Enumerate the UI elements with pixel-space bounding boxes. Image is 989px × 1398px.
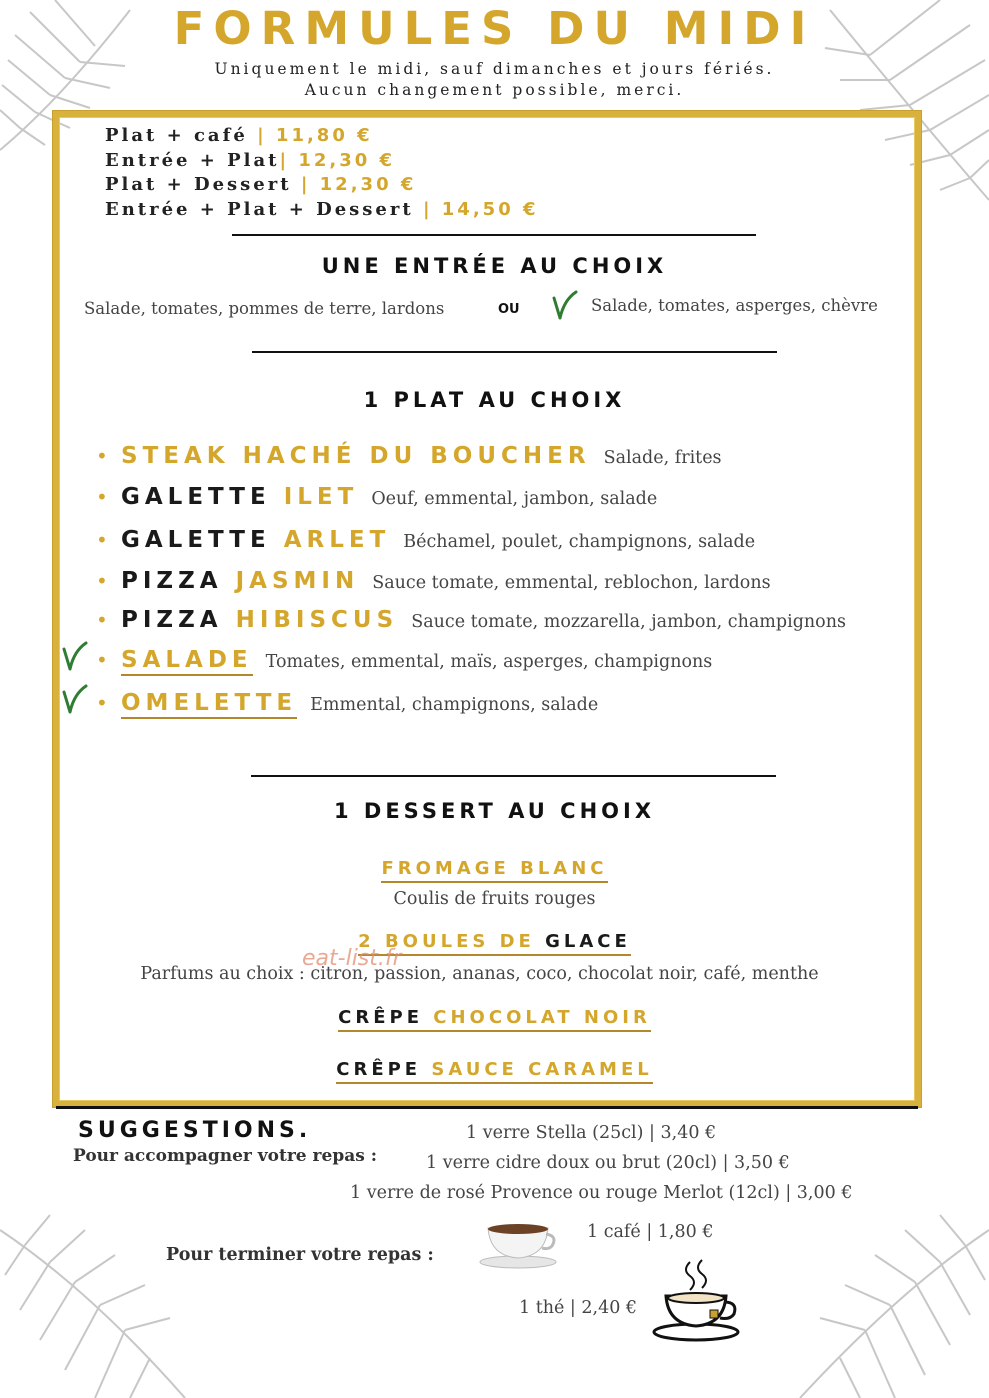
plat-name-gold: ILET bbox=[283, 484, 359, 510]
dessert-name-gold: FROMAGE BLANC bbox=[381, 858, 607, 883]
plat-name bbox=[121, 607, 846, 633]
dessert-name-gold: CHOCOLAT NOIR bbox=[433, 1007, 651, 1028]
plat-description: Tomates, emmental, maïs, asperges, champignons bbox=[265, 652, 713, 672]
plat-name-gold: SALADE bbox=[121, 647, 253, 676]
vegetarian-leaf-icon bbox=[60, 684, 88, 718]
tea-price: 1 thé | 2,40 € bbox=[519, 1298, 638, 1318]
entree-option-1: Salade, tomates, pommes de terre, lardons bbox=[84, 299, 445, 318]
plat-name bbox=[121, 568, 771, 594]
formule-line bbox=[105, 124, 539, 149]
plat-name-gold: STEAK HACHÉ DU BOUCHER bbox=[121, 443, 591, 469]
plat-name bbox=[121, 443, 722, 469]
plat-description: Sauce tomate, emmental, reblochon, lardons bbox=[372, 573, 771, 593]
vegetarian-leaf-icon bbox=[550, 290, 578, 324]
formule-line bbox=[105, 173, 539, 198]
dessert-glace bbox=[0, 931, 989, 952]
bullet: • bbox=[96, 528, 108, 552]
drink-line: 1 verre Stella (25cl) | 3,40 € bbox=[466, 1123, 717, 1143]
entree-options bbox=[84, 290, 914, 326]
palm-leaf-decoration-bottom-left bbox=[0, 1200, 190, 1398]
dessert-fromage-blanc bbox=[0, 858, 989, 879]
formule-price: | 11,80 € bbox=[257, 125, 373, 146]
plat-description: Béchamel, poulet, champignons, salade bbox=[403, 532, 756, 552]
plat-description: Salade, frites bbox=[603, 448, 722, 468]
plat-name-gold: JASMIN bbox=[235, 568, 360, 594]
plat-name bbox=[121, 484, 657, 510]
bullet: • bbox=[96, 648, 108, 672]
watermark: eat-list.fr bbox=[302, 946, 402, 971]
plat-description: Sauce tomate, mozzarella, jambon, champignons bbox=[411, 612, 846, 632]
entree-option-2: Salade, tomates, asperges, chèvre bbox=[591, 296, 878, 315]
dessert-fromage-desc: Coulis de fruits rouges bbox=[393, 889, 596, 909]
formules-list bbox=[105, 124, 539, 222]
plat-name-dark: PIZZA bbox=[121, 607, 223, 633]
dessert-name-dark: GLACE bbox=[545, 931, 631, 952]
bullet: • bbox=[96, 608, 108, 632]
formule-label: Plat + café bbox=[105, 125, 248, 146]
dessert-crepe-chocolat bbox=[0, 1007, 989, 1028]
coffee-price: 1 café | 1,80 € bbox=[587, 1222, 714, 1242]
formule-label: Plat + Dessert bbox=[105, 174, 292, 195]
formule-label: Entrée + Plat + Dessert bbox=[105, 198, 414, 220]
entree-separator: OU bbox=[498, 302, 520, 317]
formule-label: Entrée + Plat bbox=[105, 149, 280, 171]
accompany-label: Pour accompagner votre repas : bbox=[73, 1146, 377, 1166]
plat-name-gold: HIBISCUS bbox=[235, 607, 399, 633]
plat-name bbox=[121, 527, 755, 553]
dessert-name-dark: CRÊPE bbox=[336, 1059, 422, 1080]
bullet: • bbox=[96, 485, 108, 509]
plat-name bbox=[121, 690, 598, 716]
entree-section-title: UNE ENTRÉE AU CHOIX bbox=[321, 254, 668, 278]
dessert-section-title: 1 DESSERT AU CHOIX bbox=[333, 799, 656, 823]
subtitle-line-1: Uniquement le midi, sauf dimanches et jours fériés. bbox=[214, 60, 775, 78]
tea-cup-icon bbox=[652, 1258, 744, 1348]
drink-line: 1 verre cidre doux ou brut (20cl) | 3,50 € bbox=[426, 1153, 790, 1173]
divider bbox=[251, 775, 776, 777]
plat-name-gold: ARLET bbox=[283, 527, 391, 553]
drink-line: 1 verre de rosé Provence ou rouge Merlot (12cl) | 3,00 € bbox=[350, 1183, 853, 1203]
dessert-glace-desc: Parfums au choix : citron, passion, ananas, coco, chocolat noir, café, menthe bbox=[140, 964, 819, 984]
dessert-name-gold: SAUCE CARAMEL bbox=[431, 1059, 653, 1080]
plat-name-dark: GALETTE bbox=[121, 484, 271, 510]
formule-line bbox=[105, 149, 539, 174]
divider bbox=[252, 351, 777, 353]
dessert-name-gold: 2 BOULES DE bbox=[358, 931, 535, 952]
plat-name-dark: PIZZA bbox=[121, 568, 223, 594]
plat-section-title: 1 PLAT AU CHOIX bbox=[363, 388, 626, 412]
plat-name-gold: OMELETTE bbox=[121, 690, 297, 719]
palm-leaf-decoration-bottom-right bbox=[790, 1200, 989, 1398]
dessert-crepe-caramel bbox=[0, 1059, 989, 1080]
vegetarian-leaf-icon bbox=[60, 641, 88, 675]
formule-line bbox=[105, 198, 539, 223]
formule-price: | 14,50 € bbox=[413, 198, 539, 220]
formule-price: | 12,30 € bbox=[291, 174, 417, 195]
plat-name bbox=[121, 647, 712, 673]
divider bbox=[56, 1106, 918, 1109]
bullet: • bbox=[96, 569, 108, 593]
suggestions-title: SUGGESTIONS. bbox=[78, 1118, 312, 1143]
plat-name-dark: GALETTE bbox=[121, 527, 271, 553]
bullet: • bbox=[96, 444, 108, 468]
plat-description: Oeuf, emmental, jambon, salade bbox=[371, 489, 658, 509]
bullet: • bbox=[96, 691, 108, 715]
dessert-name-dark: CRÊPE bbox=[338, 1007, 423, 1028]
divider bbox=[232, 234, 756, 236]
page-title: FORMULES DU MIDI bbox=[173, 2, 816, 55]
finish-label: Pour terminer votre repas : bbox=[166, 1245, 434, 1265]
subtitle-line-2: Aucun changement possible, merci. bbox=[304, 81, 685, 99]
coffee-cup-icon bbox=[478, 1218, 560, 1274]
plat-description: Emmental, champignons, salade bbox=[310, 695, 599, 715]
formule-price: | 12,30 € bbox=[279, 149, 396, 171]
